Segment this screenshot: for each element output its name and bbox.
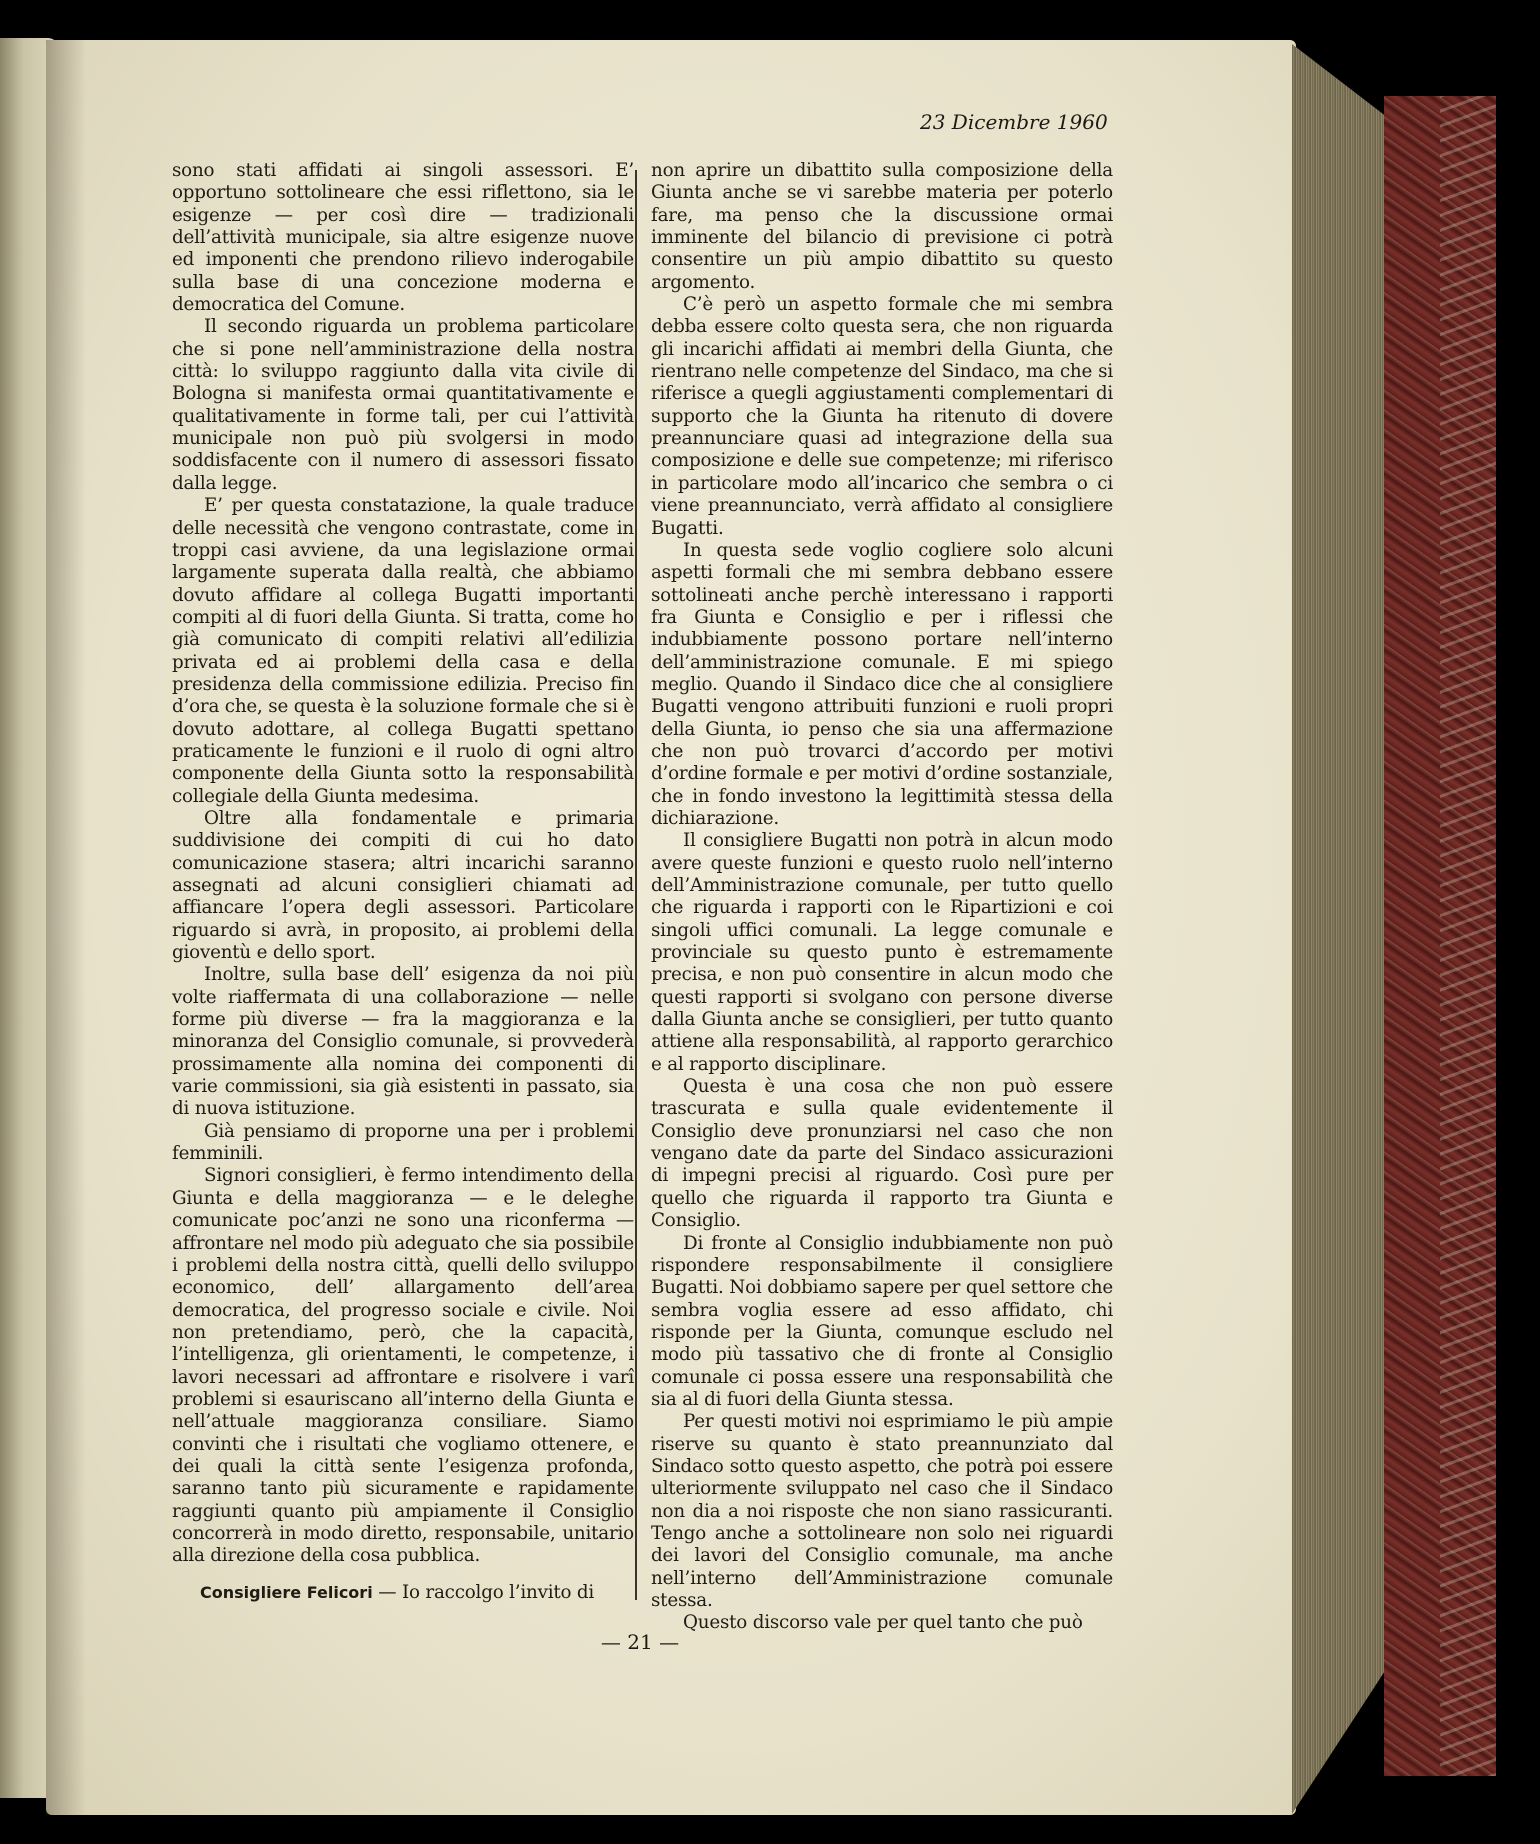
paragraph: non aprire un dibattito sulla composizione della Giunta anche se vi sarebbe materia per poterlo fare, ma penso che la discussione ormai imminente del bilancio di previsione ci potrà consentire un più ampio dibattito su questo argomento. (651, 160, 1113, 293)
paragraph: Questa è una cosa che non può essere trascurata e sulla quale evidentemente il Consiglio deve pronunziarsi nel caso che non vengano date da parte del Sindaco assicurazioni di impegni precisi al riguardo. Così pure per quello che riguarda il rapporto tra Giunta e Consiglio. (651, 1076, 1113, 1232)
paragraph: Di fronte al Consiglio indubbiamente non può rispondere responsabilmente il consigliere Bugatti. Noi dobbiamo sapere per quel settore che sembra voglia essere ad esso affidato, chi risponde per la Giunta, comunque escludo nel modo più tassativo che di fronte al Consiglio comunale ci possa essere una responsabilità che sia al di fuori della Giunta stessa. (651, 1232, 1113, 1410)
right-column (651, 160, 1113, 1635)
running-header-date: 23 Dicembre 1960 (920, 110, 1108, 134)
page-block-edges (1292, 44, 1384, 1814)
speaker-text: — Io raccolgo l’invito di (378, 1581, 595, 1603)
paragraph: sono stati affidati ai singoli assessori. E’ opportuno sottolineare che essi riflettono, sia le esigenze — per così dire — tradizionali dell’attività municipale, sia altre esigenze nuove ed imponenti che prendono rilievo inderogabile sulla base di una concezione moderna e democratica del Comune. (172, 160, 634, 316)
paragraph: Inoltre, sulla base dell’ esigenza da noi più volte riaffermata di una collaborazione — nelle forme più diverse — fra la maggioranza e la minoranza del Consiglio comunale, si provvederà prossimamente alla nomina dei componenti di varie commissioni, sia già esistenti in passato, sia di nuova istituzione. (172, 964, 634, 1120)
paragraph: Il secondo riguarda un problema particolare che si pone nell’amministrazione della nostra città: lo sviluppo raggiunto dalla vita civile di Bologna si manifesta ormai quantitativamente e qualitativamente in forme tali, per cui l’attività municipale non può più svolgersi in modo soddisfacente con il numero di assessori fissato dalla legge. (172, 316, 634, 494)
paragraph: Il consigliere Bugatti non potrà in alcun modo avere queste funzioni e questo ruolo nell’interno dell’Amministrazione comunale, per tutto quello che riguarda i rapporti con le Ripartizioni e coi singoli uffici comunali. La legge comunale e provinciale su questo punto è estremamente precisa, e non può consentire in alcun modo che questi rapporti si svolgano con persone diverse dalla Giunta anche se consiglieri, per tutto quanto attiene alla responsabilità, al rapporto gerarchico e al rapporto disciplinare. (651, 830, 1113, 1075)
paragraph: Questo discorso vale per quel tanto che può (683, 1612, 1083, 1634)
page-number: — 21 — (600, 1630, 680, 1654)
speaker-name: Consigliere Felicori (200, 1582, 373, 1602)
gutter-shadow (46, 40, 86, 1815)
paragraph: Già pensiamo di proporne una per i problemi femminili. (172, 1120, 634, 1165)
paragraph: C’è però un aspetto formale che mi sembra debba essere colto questa sera, che non riguarda gli incarichi affidati ai membri della Giunta, che rientrano nelle competenze del Sindaco, ma che si riferisce a quegli aggiustamenti complementari di supporto che la Giunta ha ritenuto di dovere preannunciare quasi ad integrazione della sua composizione e delle sue competenze; mi riferisco in particolare modo all’incarico che sembra o ci viene preannunciato, verrà affidato al consigliere Bugatti. (651, 294, 1113, 539)
marbled-cover-texture (1440, 96, 1496, 1776)
paragraph: Signori consiglieri, è fermo intendimento della Giunta e della maggioranza — e le deleghe comunicate poc’anzi ne sono una riconferma — affrontare nel modo più adeguato che sia possibile i problemi della nostra città, quelli dello sviluppo economico, dell’ allargamento dell’area democratica, del progresso sociale e civile. Noi non pretendiamo, però, che la capacità, l’intelligenza, gli orientamenti, le competenze, i lavori necessari ad affrontare e risolvere i varî problemi si esauriscano all’interno della Giunta e nell’attuale maggioranza consiliare. Siamo convinti che i risultati che vogliamo ottenere, e dei quali la città sente l’esigenza profonda, saranno tanto più sicuramente e rapidamente raggiunti quanto più ampiamente il Consiglio concorrerà in modo diretto, responsabile, unitario alla direzione della cosa pubblica. (172, 1165, 634, 1567)
left-column (172, 160, 634, 1604)
column-divider (635, 170, 637, 1600)
paragraph: Per questi motivi noi esprimiamo le più ampie riserve su quanto è stato preannunziato dal Sindaco sotto questo aspetto, che potrà poi essere ulteriormente sviluppato nel caso che il Sindaco non dia a noi risposte che non siano rassicuranti. Tengo anche a sottolineare non solo nei riguardi dei lavori del Consiglio comunale, ma anche nell’interno dell’Amministrazione comunale stessa. (651, 1411, 1113, 1611)
speaker-paragraph (172, 1582, 634, 1604)
paragraph: E’ per questa constatazione, la quale traduce delle necessità che vengono contrastate, come in troppi casi avviene, da una legislazione ormai largamente superata dalla realtà, che abbiamo dovuto affidare al collega Bugatti importanti compiti al di fuori della Giunta. Si tratta, come ho già comunicato di compiti relativi all’edilizia privata ed ai problemi della casa e della presidenza della commissione edilizia. Preciso fin d’ora che, se questa è la soluzione formale che si è dovuto adottare, al collega Bugatti spettano praticamente le funzioni e il ruolo di ogni altro componente della Giunta sotto la responsabilità collegiale della Giunta medesima. (172, 495, 634, 807)
paragraph: In questa sede voglio cogliere solo alcuni aspetti formali che mi sembra debbano essere sottolineati anche perchè interessano i rapporti fra Giunta e Consiglio e per i riflessi che indubbiamente possono portare nell’interno dell’amministrazione comunale. E mi spiego meglio. Quando il Sindaco dice che al consigliere Bugatti vengono attribuiti funzioni e ruoli propri della Giunta, io penso che sia una affermazione che non può trovarci d’accordo per motivi d’ordine formale e per motivi d’ordine sostanziale, che in fondo investono la legittimità stessa della dichiarazione. (651, 539, 1113, 829)
paragraph: Oltre alla fondamentale e primaria suddivisione dei compiti di cui ho dato comunicazione stasera; altri incarichi saranno assegnati ad alcuni consiglieri chiamati ad affiancare l’opera degli assessori. Particolare riguardo si avrà, in proposito, ai problemi della gioventù e dello sport. (172, 807, 634, 964)
